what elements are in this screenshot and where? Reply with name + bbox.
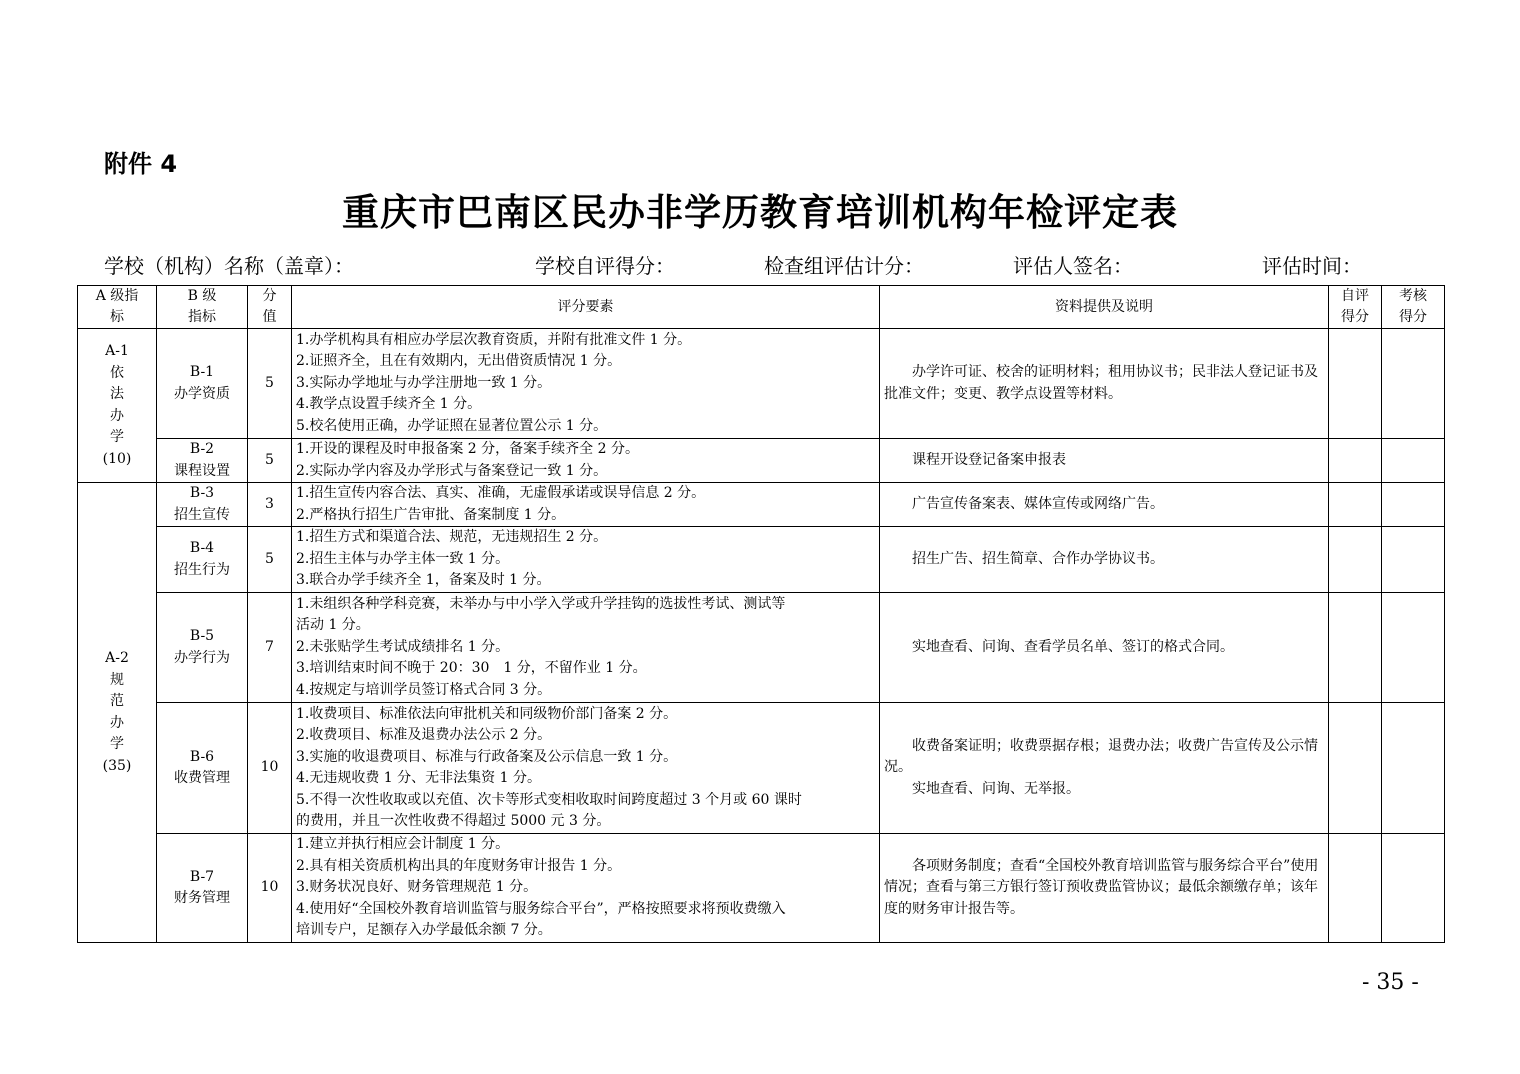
materials-cell: 办学许可证、校舍的证明材料；租用协议书；民非法人登记证书及批准文件；变更、教学点设置等材料。: [880, 329, 1329, 439]
self-score-cell: [1329, 593, 1382, 703]
b-level-cell: B-3 招生宣传: [157, 483, 248, 527]
score-cell: 10: [248, 834, 292, 943]
header-b-level: B 级 指标: [157, 286, 248, 329]
self-score-field: 学校自评得分：: [535, 254, 675, 278]
table-row: [78, 593, 1445, 703]
requirements-cell: 1.办学机构具有相应办学层次教育资质，并附有批准文件 1 分。 2.证照齐全，且在有效期内，无出借资质情况 1 分。 3.实际办学地址与办学注册地一致 1 分。 4.教学点设置手续齐全 1 分。 5.校名使用正确，办学证照在显著位置公示 1 分。: [292, 329, 880, 439]
materials-cell: 实地查看、问询、查看学员名单、签订的格式合同。: [880, 593, 1329, 703]
b-level-cell: B-5 办学行为: [157, 593, 248, 703]
self-score-cell: [1329, 703, 1382, 834]
inspection-score-field: 检查组评估计分：: [764, 254, 924, 278]
header-materials: 资料提供及说明: [880, 286, 1329, 329]
assessment-time-field: 评估时间：: [1262, 254, 1362, 278]
check-score-cell: [1382, 483, 1445, 527]
table-row: [78, 834, 1445, 943]
materials-cell: 招生广告、招生简章、合作办学协议书。: [880, 527, 1329, 593]
assessor-sign-field: 评估人签名：: [1013, 254, 1133, 278]
header-a-level: A 级指 标: [78, 286, 157, 329]
self-score-cell: [1329, 527, 1382, 593]
check-score-cell: [1382, 527, 1445, 593]
requirements-cell: 1.开设的课程及时申报备案 2 分，备案手续齐全 2 分。 2.实际办学内容及办学形式与备案登记一致 1 分。: [292, 439, 880, 483]
b-level-cell: B-2 课程设置: [157, 439, 248, 483]
a-level-cell: A-1 依 法 办 学 (10): [78, 329, 157, 483]
table-row: [78, 483, 1445, 527]
check-score-cell: [1382, 439, 1445, 483]
table-row: [78, 439, 1445, 483]
table-row: [78, 703, 1445, 834]
check-score-cell: [1382, 703, 1445, 834]
score-cell: 5: [248, 439, 292, 483]
b-level-cell: B-4 招生行为: [157, 527, 248, 593]
b-level-cell: B-1 办学资质: [157, 329, 248, 439]
requirements-cell: 1.未组织各种学科竞赛，未举办与中小学入学或升学挂钩的选拔性考试、测试等 活动 1 分。 2.未张贴学生考试成绩排名 1 分。 3.培训结束时间不晚于 20：30 1 分，不留作业 1 分。 4.按规定与培训学员签订格式合同 3 分。: [292, 593, 880, 703]
school-name-field: 学校（机构）名称（盖章）：: [104, 254, 354, 278]
self-score-cell: [1329, 329, 1382, 439]
self-score-cell: [1329, 834, 1382, 943]
table-header-row: [78, 286, 1445, 329]
check-score-cell: [1382, 329, 1445, 439]
header-score: 分 值: [248, 286, 292, 329]
requirements-cell: 1.招生宣传内容合法、真实、准确，无虚假承诺或误导信息 2 分。 2.严格执行招生广告审批、备案制度 1 分。: [292, 483, 880, 527]
materials-cell: 广告宣传备案表、媒体宣传或网络广告。: [880, 483, 1329, 527]
score-cell: 10: [248, 703, 292, 834]
self-score-cell: [1329, 483, 1382, 527]
score-cell: 5: [248, 527, 292, 593]
page-number: - 35 -: [1362, 970, 1419, 995]
header-self-eval: 自评 得分: [1329, 286, 1382, 329]
header-requirements: 评分要素: [292, 286, 880, 329]
check-score-cell: [1382, 834, 1445, 943]
self-score-cell: [1329, 439, 1382, 483]
attachment-label: 附件 4: [104, 150, 178, 178]
score-cell: 3: [248, 483, 292, 527]
materials-cell: 收费备案证明；收费票据存根；退费办法；收费广告宣传及公示情况。 实地查看、问询、无举报。: [880, 703, 1329, 834]
requirements-cell: 1.收费项目、标准依法向审批机关和同级物价部门备案 2 分。 2.收费项目、标准及退费办法公示 2 分。 3.实施的收退费项目、标准与行政备案及公示信息一致 1 分。 4.无违规收费 1 分、无非法集资 1 分。 5.不得一次性收取或以充值、次卡等形式变相收取时间跨度超过 3 个月或 60 课时 的费用，并且一次性收费不得超过 5000 元 3 分。: [292, 703, 880, 834]
a-level-cell: A-2 规 范 办 学 (35): [78, 483, 157, 943]
score-cell: 7: [248, 593, 292, 703]
page-title: 重庆市巴南区民办非学历教育培训机构年检评定表: [342, 190, 1178, 234]
score-cell: 5: [248, 329, 292, 439]
materials-cell: 各项财务制度；查看“全国校外教育培训监管与服务综合平台”使用情况；查看与第三方银行签订预收费监管协议；最低余额缴存单；该年度的财务审计报告等。: [880, 834, 1329, 943]
evaluation-table: [77, 285, 1445, 943]
check-score-cell: [1382, 593, 1445, 703]
table-row: [78, 329, 1445, 439]
header-check-eval: 考核 得分: [1382, 286, 1445, 329]
b-level-cell: B-7 财务管理: [157, 834, 248, 943]
requirements-cell: 1.建立并执行相应会计制度 1 分。 2.具有相关资质机构出具的年度财务审计报告 1 分。 3.财务状况良好、财务管理规范 1 分。 4.使用好“全国校外教育培训监管与服务综合平台”，严格按照要求将预收费缴入 培训专户，足额存入办学最低余额 7 分。: [292, 834, 880, 943]
materials-cell: 课程开设登记备案申报表: [880, 439, 1329, 483]
table-row: [78, 527, 1445, 593]
b-level-cell: B-6 收费管理: [157, 703, 248, 834]
requirements-cell: 1.招生方式和渠道合法、规范，无违规招生 2 分。 2.招生主体与办学主体一致 1 分。 3.联合办学手续齐全 1，备案及时 1 分。: [292, 527, 880, 593]
